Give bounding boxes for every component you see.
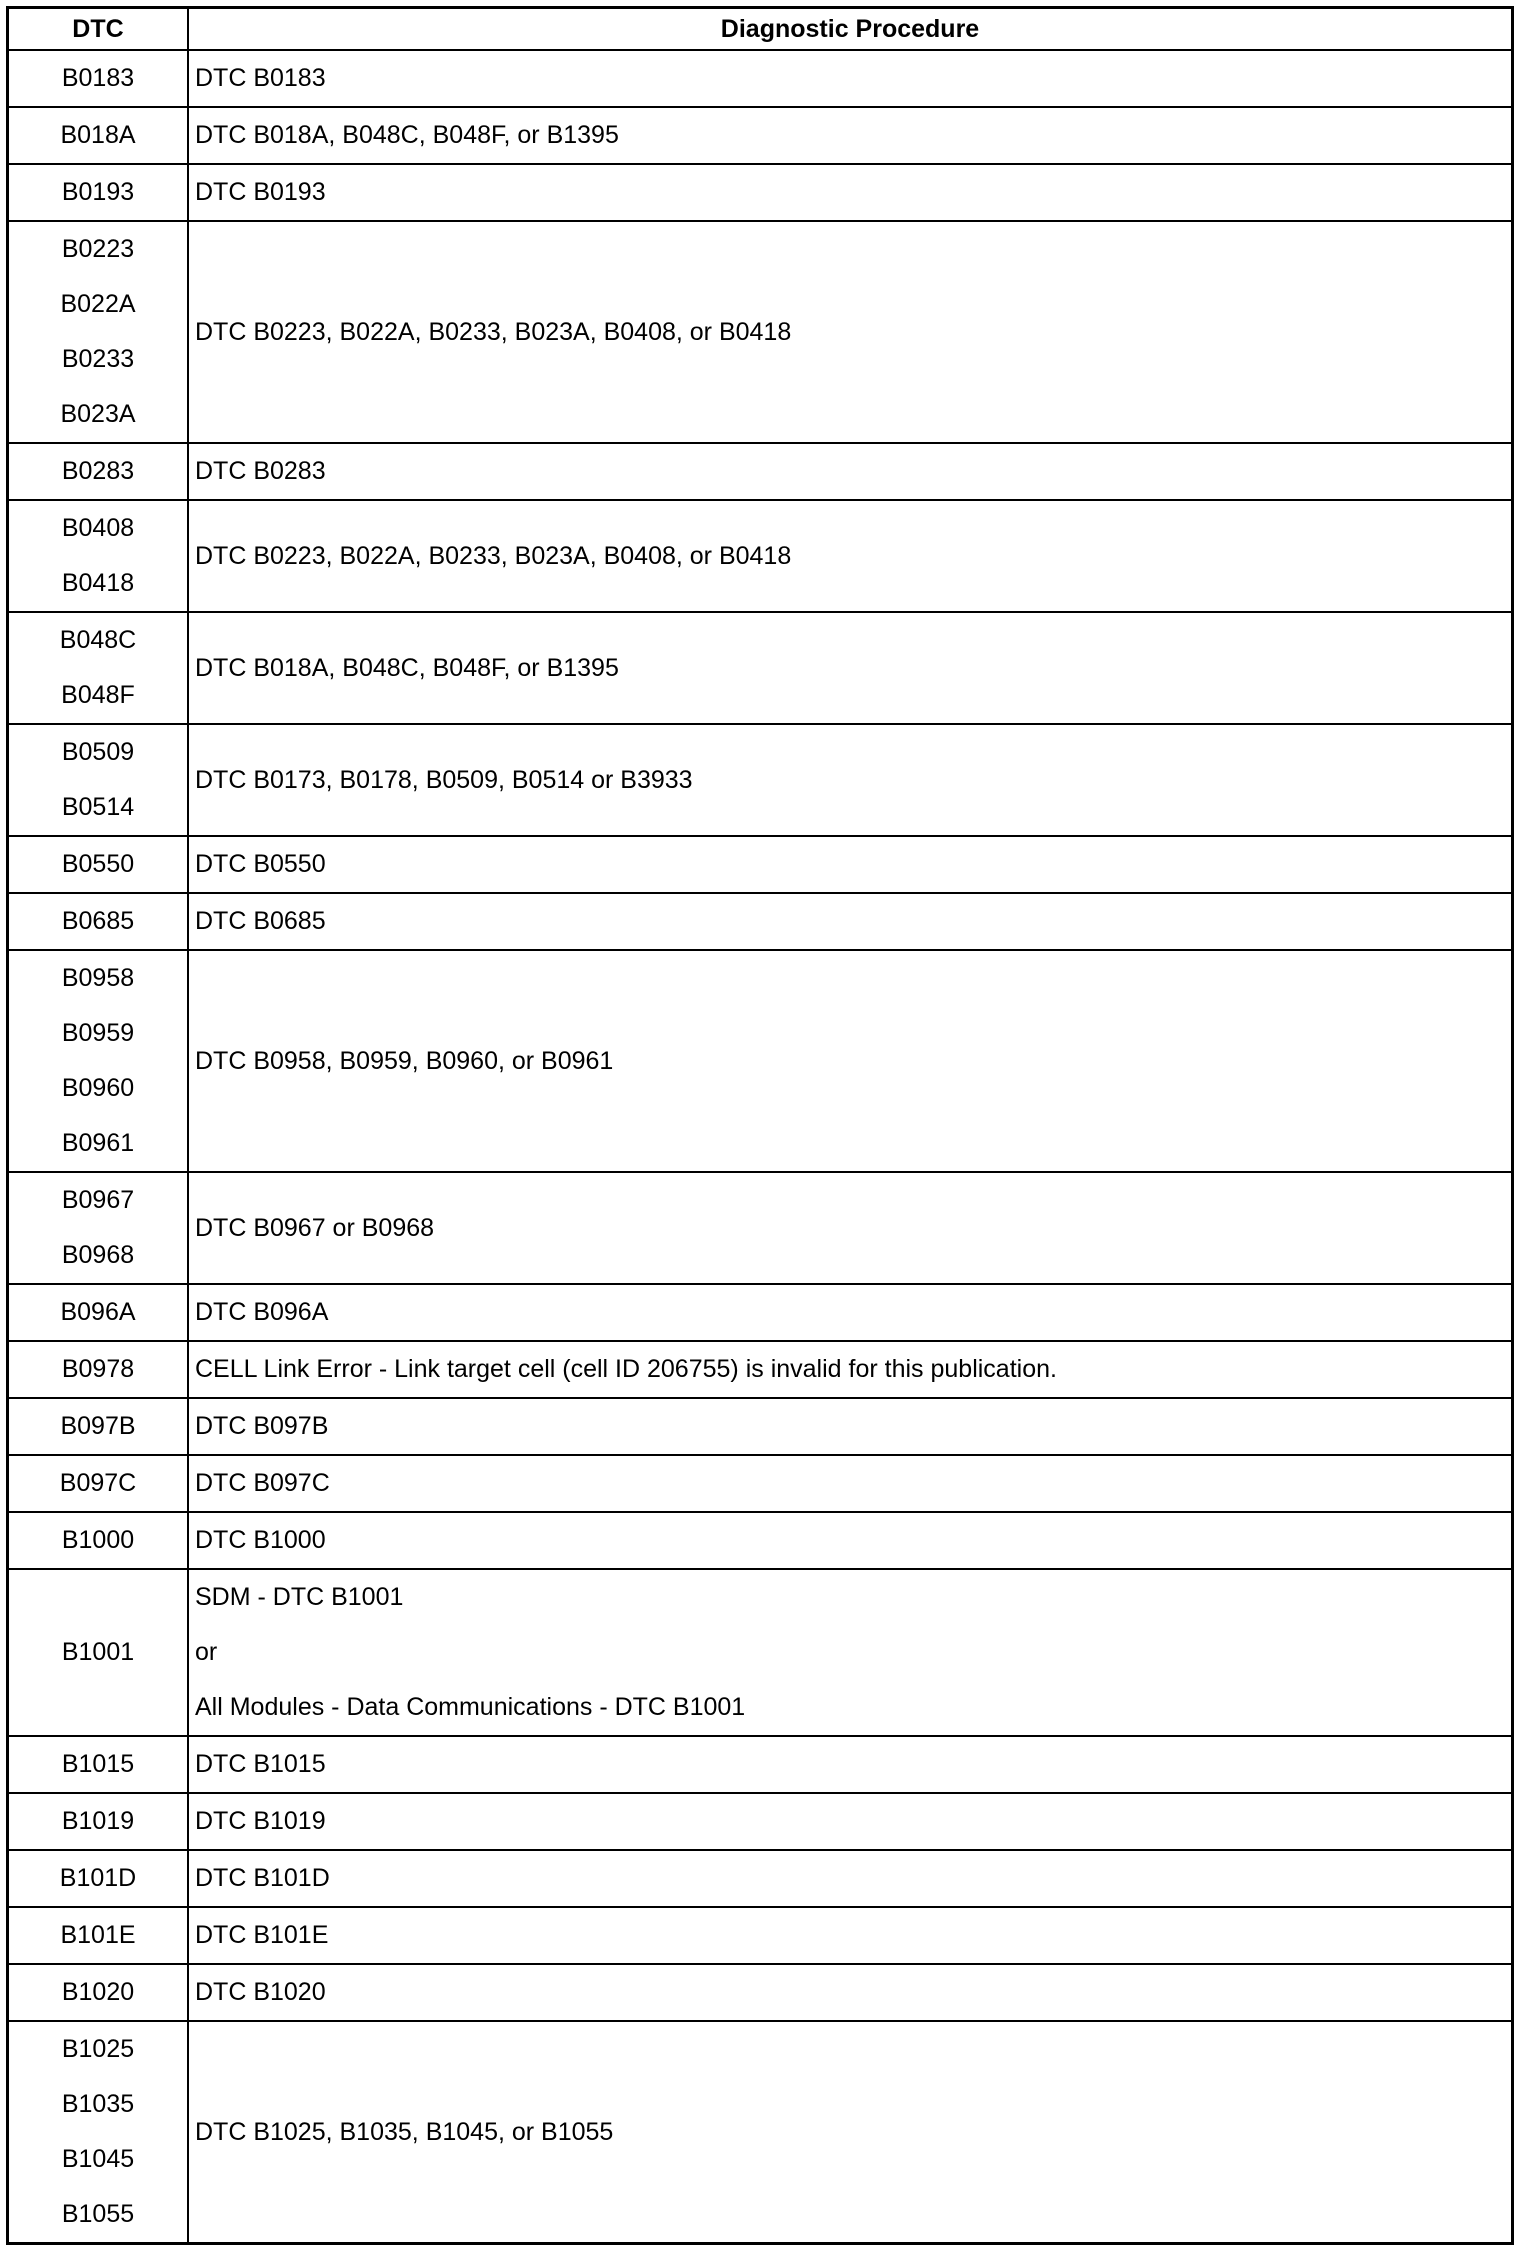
procedure-text: DTC B1000 [195, 1526, 326, 1554]
table-row [8, 2021, 1513, 2244]
dtc-cell [8, 443, 189, 500]
dtc-code: B018A [60, 121, 136, 149]
procedure-text: All Modules - Data Communications - DTC B1001 [195, 1693, 746, 1721]
dtc-code: B023A [60, 400, 136, 428]
table-row [8, 1341, 1513, 1398]
procedure-text: DTC B101D [195, 1864, 330, 1892]
dtc-code: B1019 [61, 1807, 135, 1835]
dtc-column-header: DTC [8, 8, 189, 51]
procedure-text: DTC B0958, B0959, B0960, or B0961 [195, 1046, 614, 1075]
procedure-text: DTC B097C [195, 1469, 330, 1497]
table-row [8, 1850, 1513, 1907]
dtc-code: B097B [60, 1412, 136, 1440]
procedure-cell [188, 1455, 1513, 1512]
procedure-cell [188, 950, 1513, 1172]
procedure-cell [188, 443, 1513, 500]
dtc-cell [8, 1793, 189, 1850]
dtc-code: B1025 [61, 2035, 135, 2063]
procedure-cell [188, 836, 1513, 893]
dtc-cell [8, 612, 189, 724]
table-body [8, 50, 1513, 2244]
table-row [8, 443, 1513, 500]
dtc-cell [8, 164, 189, 221]
dtc-cell [8, 1964, 189, 2021]
dtc-cell [8, 950, 189, 1172]
dtc-cell [8, 1850, 189, 1907]
procedure-cell [188, 1569, 1513, 1736]
dtc-cell [8, 1736, 189, 1793]
dtc-code: B1020 [61, 1978, 135, 2006]
dtc-code: B101E [60, 1921, 136, 1949]
dtc-cell [8, 107, 189, 164]
table-row [8, 221, 1513, 443]
table-row [8, 612, 1513, 724]
dtc-code: B1001 [61, 1638, 135, 1666]
procedure-cell [188, 1793, 1513, 1850]
procedure-cell [188, 50, 1513, 107]
dtc-cell [8, 1907, 189, 1964]
dtc-code: B0509 [61, 738, 135, 766]
dtc-code: B0961 [61, 1129, 135, 1157]
dtc-code: B0958 [61, 964, 135, 992]
procedure-cell [188, 1512, 1513, 1569]
dtc-code: B097C [59, 1469, 137, 1497]
procedure-text: DTC B0967 or B0968 [195, 1213, 435, 1242]
procedure-cell [188, 1907, 1513, 1964]
dtc-code: B0193 [61, 178, 135, 206]
procedure-cell [188, 107, 1513, 164]
dtc-cell [8, 836, 189, 893]
dtc-cell [8, 1512, 189, 1569]
dtc-code: B1035 [61, 2090, 135, 2118]
table-header-row [8, 8, 1513, 51]
dtc-table [6, 6, 1514, 2245]
procedure-cell [188, 1850, 1513, 1907]
dtc-cell [8, 1455, 189, 1512]
procedure-cell [188, 1964, 1513, 2021]
procedure-text: DTC B0193 [195, 178, 326, 206]
table-row [8, 1793, 1513, 1850]
procedure-text: DTC B0223, B022A, B0233, B023A, B0408, or B0418 [195, 317, 792, 346]
procedure-text: DTC B1019 [195, 1807, 326, 1835]
dtc-code: B0283 [61, 457, 135, 485]
dtc-code: B048F [61, 681, 135, 709]
dtc-code: B101D [59, 1864, 137, 1892]
dtc-code: B048C [59, 626, 137, 654]
procedure-text: DTC B0223, B022A, B0233, B023A, B0408, or B0418 [195, 541, 792, 570]
procedure-text: DTC B0173, B0178, B0509, B0514 or B3933 [195, 765, 693, 794]
table-row [8, 724, 1513, 836]
table-row [8, 164, 1513, 221]
dtc-code: B0183 [61, 64, 135, 92]
dtc-code: B0514 [61, 793, 135, 821]
procedure-cell [188, 612, 1513, 724]
dtc-cell [8, 500, 189, 612]
table-row [8, 50, 1513, 107]
dtc-code: B0550 [61, 850, 135, 878]
procedure-cell [188, 164, 1513, 221]
dtc-code: B1055 [61, 2200, 135, 2228]
dtc-code: B0978 [61, 1355, 135, 1383]
dtc-code: B1015 [61, 1750, 135, 1778]
dtc-cell [8, 724, 189, 836]
procedure-text: CELL Link Error - Link target cell (cell ID 206755) is invalid for this publication. [195, 1355, 1057, 1383]
table-row [8, 1964, 1513, 2021]
dtc-code: B0968 [61, 1241, 135, 1269]
procedure-cell [188, 1341, 1513, 1398]
procedure-text: DTC B1020 [195, 1978, 326, 2006]
procedure-text: DTC B1015 [195, 1750, 326, 1778]
table-row [8, 107, 1513, 164]
procedure-text: DTC B0283 [195, 457, 326, 485]
dtc-cell [8, 1284, 189, 1341]
procedure-text: SDM - DTC B1001 [195, 1583, 404, 1611]
dtc-cell [8, 1398, 189, 1455]
dtc-code: B096A [60, 1298, 136, 1326]
dtc-cell [8, 2021, 189, 2244]
procedure-cell [188, 724, 1513, 836]
dtc-cell [8, 1569, 189, 1736]
dtc-code: B0960 [61, 1074, 135, 1102]
dtc-cell [8, 221, 189, 443]
procedure-text: DTC B018A, B048C, B048F, or B1395 [195, 653, 619, 682]
table-row [8, 950, 1513, 1172]
dtc-code: B0959 [61, 1019, 135, 1047]
dtc-code: B0685 [61, 907, 135, 935]
procedure-text: DTC B0183 [195, 64, 326, 92]
table-row [8, 500, 1513, 612]
procedure-cell [188, 221, 1513, 443]
procedure-text: or [195, 1638, 218, 1666]
dtc-code: B0223 [61, 235, 135, 263]
procedure-cell [188, 1172, 1513, 1284]
table-row [8, 1736, 1513, 1793]
table-row [8, 1569, 1513, 1736]
dtc-cell [8, 893, 189, 950]
dtc-table-container [6, 6, 1514, 2245]
table-row [8, 1907, 1513, 1964]
dtc-code: B1045 [61, 2145, 135, 2173]
dtc-code: B0408 [61, 514, 135, 542]
procedure-text: DTC B097B [195, 1412, 329, 1440]
procedure-cell [188, 500, 1513, 612]
procedure-cell [188, 1398, 1513, 1455]
dtc-cell [8, 1172, 189, 1284]
dtc-code: B0418 [61, 569, 135, 597]
table-row [8, 1284, 1513, 1341]
procedure-text: DTC B018A, B048C, B048F, or B1395 [195, 121, 619, 149]
procedure-text: DTC B096A [195, 1298, 329, 1326]
procedure-cell [188, 2021, 1513, 2244]
table-row [8, 1455, 1513, 1512]
procedure-cell [188, 1736, 1513, 1793]
dtc-code: B1000 [61, 1526, 135, 1554]
procedure-text: DTC B101E [195, 1921, 329, 1949]
table-row [8, 1398, 1513, 1455]
procedure-text: DTC B0550 [195, 850, 326, 878]
dtc-cell [8, 1341, 189, 1398]
table-row [8, 893, 1513, 950]
dtc-cell [8, 50, 189, 107]
procedure-cell [188, 893, 1513, 950]
table-row [8, 1512, 1513, 1569]
table-row [8, 836, 1513, 893]
dtc-code: B0233 [61, 345, 135, 373]
dtc-code: B022A [60, 290, 136, 318]
procedure-column-header: Diagnostic Procedure [188, 8, 1513, 51]
dtc-code: B0967 [61, 1186, 135, 1214]
procedure-cell [188, 1284, 1513, 1341]
table-row [8, 1172, 1513, 1284]
procedure-text: DTC B1025, B1035, B1045, or B1055 [195, 2117, 614, 2146]
procedure-text: DTC B0685 [195, 907, 326, 935]
